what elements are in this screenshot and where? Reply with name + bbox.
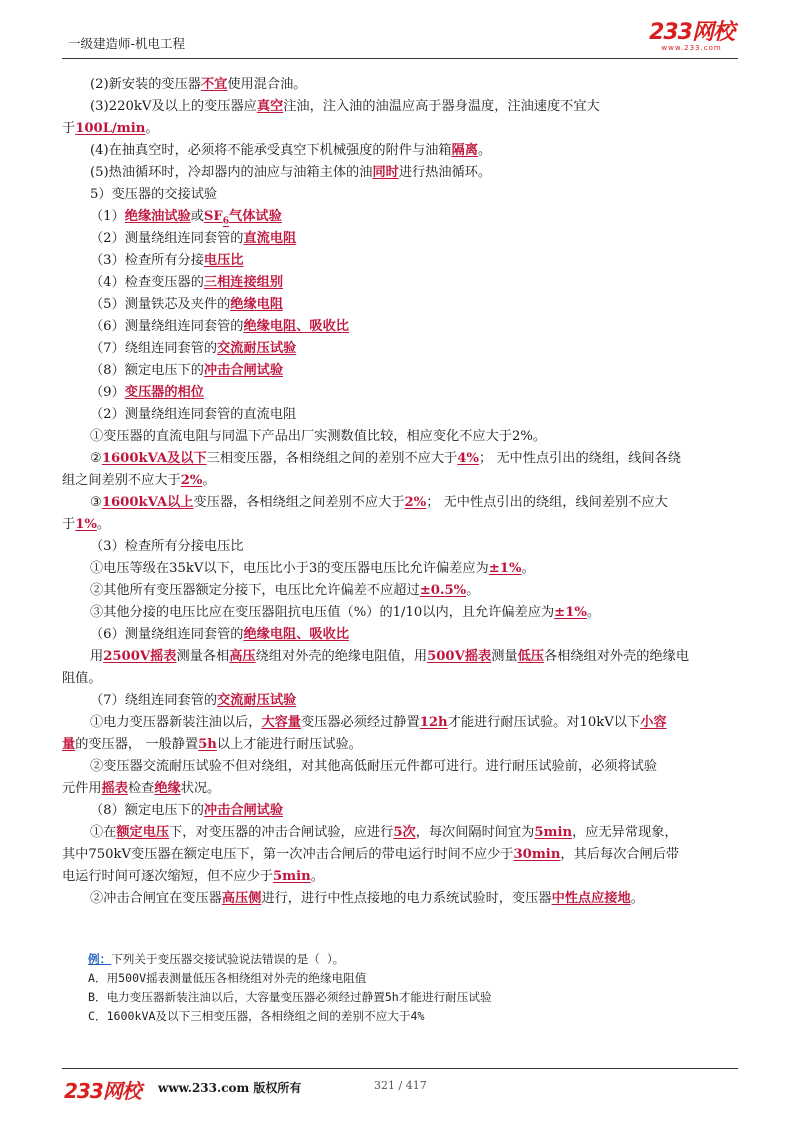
highlighted-keyword: 额定电压 xyxy=(116,825,170,840)
text-segment: 。 xyxy=(630,891,644,906)
highlighted-keyword: 电压比 xyxy=(203,253,244,268)
text-segment: 各相绕组对外壳的绝缘电 xyxy=(543,649,690,664)
highlighted-keyword: 30min xyxy=(513,847,561,862)
highlighted-keyword: 冲击合闸试验 xyxy=(203,363,284,378)
text-line xyxy=(90,273,283,293)
highlighted-keyword: 12h xyxy=(419,715,448,730)
text-segment: 组之间差别不应大于 xyxy=(62,473,181,488)
text-segment: 以上才能进行耐压试验。 xyxy=(216,737,362,752)
text-segment: 或 xyxy=(190,209,204,224)
highlighted-keyword: 5次 xyxy=(393,825,416,840)
text-segment: 阻值。 xyxy=(62,671,102,686)
text-segment: 其中750kV变压器在额定电压下，第一次冲击合闸后的带电运行时间不应少于 xyxy=(62,847,514,862)
highlighted-keyword: 2500V摇表 xyxy=(103,649,177,664)
text-line xyxy=(90,581,479,601)
text-segment: 绕组对外壳的绝缘电阻值，用 xyxy=(255,649,428,664)
highlighted-keyword: 摇表 xyxy=(101,781,128,796)
text-segment: 状况。 xyxy=(180,781,221,796)
highlighted-keyword: 隔离 xyxy=(451,143,478,158)
text-line xyxy=(90,801,283,821)
highlighted-keyword: 同时 xyxy=(372,165,399,180)
highlighted-keyword: 1600kVA以上 xyxy=(101,495,194,510)
text-line xyxy=(62,515,110,535)
subscript: 6 xyxy=(222,216,230,227)
text-segment: 于 xyxy=(62,121,76,136)
text-segment: 。 xyxy=(477,143,492,158)
highlighted-keyword: 5min xyxy=(534,825,573,840)
text-segment: （8）额定电压下的 xyxy=(90,803,204,818)
highlighted-keyword: 2% xyxy=(180,473,203,488)
highlighted-keyword: 2% xyxy=(404,495,427,510)
text-segment: (5)热油循环时，冷却器内的油应与油箱主体的油 xyxy=(90,165,373,180)
text-line xyxy=(90,449,681,469)
text-line xyxy=(62,735,362,755)
example-question-text: 下列关于变压器交接试验说法错误的是（ ）。 xyxy=(111,952,345,966)
text-segment: （6）测量绕组连同套管的 xyxy=(90,627,244,642)
highlighted-keyword: 不宜 xyxy=(201,77,228,92)
highlighted-keyword: 5h xyxy=(198,737,217,752)
text-line xyxy=(90,75,307,95)
text-line xyxy=(90,339,296,359)
text-segment: ③ xyxy=(90,495,102,510)
highlighted-keyword: 大容量 xyxy=(261,715,301,730)
example-option-a: A．用500V摇表测量低压各相绕组对外壳的绝缘电阻值 xyxy=(88,971,367,985)
text-segment: 进行，进行中性点接地的电力系统试验时，变压器 xyxy=(261,891,552,906)
text-line xyxy=(62,867,324,887)
text-segment: ； 无中性点引出的绕组，线间差别不应大 xyxy=(426,495,668,510)
text-segment: 使用混合油。 xyxy=(227,77,307,92)
text-segment: ②冲击合闸宜在变压器 xyxy=(90,891,222,906)
text-segment: 。 xyxy=(96,517,111,532)
text-segment: 5）变压器的交接试验 xyxy=(90,187,218,202)
example-label: 例： xyxy=(88,952,112,966)
text-segment: 。 xyxy=(466,583,480,598)
highlighted-keyword: 高压侧 xyxy=(221,891,262,906)
highlighted-keyword: 冲击合闸试验 xyxy=(203,803,284,818)
text-segment: 。 xyxy=(521,561,535,576)
text-line xyxy=(90,647,689,667)
text-segment: （3）检查所有分接电压比 xyxy=(90,539,244,554)
text-segment: ①在 xyxy=(90,825,117,840)
text-line xyxy=(90,603,600,623)
highlighted-keyword: 真空 xyxy=(256,99,284,114)
highlighted-keyword: 交流耐压试验 xyxy=(217,693,297,708)
text-segment: （5）测量铁芯及夹件的 xyxy=(90,297,231,312)
highlighted-keyword: 绝缘电阻、吸收比 xyxy=(243,627,349,642)
text-segment: 三相变压器，各相绕组之间的差别不应大于 xyxy=(206,451,458,466)
text-line xyxy=(90,823,678,843)
brand-logo xyxy=(649,22,734,52)
text-line xyxy=(62,845,679,865)
highlighted-keyword: SF xyxy=(203,209,223,224)
text-line xyxy=(90,295,283,315)
highlighted-keyword: ±0.5% xyxy=(419,583,467,598)
highlighted-keyword: 气体试验 xyxy=(229,209,282,224)
text-segment: ②变压器交流耐压试验不但对绕组，对其他高低耐压元件都可进行。进行耐压试验前，必须将试验 xyxy=(90,759,658,774)
text-segment: ； 无中性点引出的绕组，线间各绕 xyxy=(478,451,681,466)
text-segment: ②其他所有变压器额定分接下，电压比允许偏差不应超过 xyxy=(90,583,420,598)
text-segment: ①变压器的直流电阻与同温下产品出厂实测数值比较，相应变化不应大于2%。 xyxy=(90,429,547,444)
text-segment: （7）绕组连同套管的 xyxy=(90,341,218,356)
highlighted-keyword: 中性点应接地 xyxy=(551,891,631,906)
text-segment: 变压器，各相绕组之间差别不应大于 xyxy=(193,495,405,510)
text-segment: (4)在抽真空时，必须将不能承受真空下机械强度的附件与油箱 xyxy=(90,143,452,158)
text-line xyxy=(90,691,296,711)
highlighted-keyword: 4% xyxy=(457,451,479,466)
text-segment: 的变压器， 一般静置 xyxy=(75,737,199,752)
text-line xyxy=(90,889,644,909)
text-segment: 注油，注入油的油温应高于器身温度，注油速度不宜大 xyxy=(283,99,600,114)
text-line xyxy=(90,317,349,337)
text-line xyxy=(62,669,102,689)
highlighted-keyword: 三相连接组别 xyxy=(203,275,284,290)
highlighted-keyword: 100L/min xyxy=(75,121,146,136)
text-line xyxy=(90,427,546,447)
logo-url: www.233.com xyxy=(661,44,722,52)
text-segment: 测量各相 xyxy=(176,649,230,664)
highlighted-keyword: 绝缘电阻 xyxy=(230,297,284,312)
text-segment: 。 xyxy=(145,121,159,136)
highlighted-keyword: 变压器的相位 xyxy=(124,385,204,400)
page-header xyxy=(62,18,738,59)
text-segment: 进行热油循环。 xyxy=(398,165,492,180)
text-segment: （3）检查所有分接 xyxy=(90,253,204,268)
text-segment: 检查 xyxy=(127,781,155,796)
text-segment: （4）检查变压器的 xyxy=(90,275,204,290)
highlighted-keyword: 小容 xyxy=(640,715,667,730)
text-line xyxy=(90,559,535,579)
text-line xyxy=(90,383,204,403)
text-segment: (3)220kV及以上的变压器应 xyxy=(90,99,257,114)
text-segment: 电运行时间可逐次缩短，但不应少于 xyxy=(62,869,273,884)
text-segment: （9） xyxy=(90,385,125,400)
text-segment: （2）测量绕组连同套管的直流电阻 xyxy=(90,407,297,422)
text-line xyxy=(62,471,216,491)
example-option-c: C．1600kVA及以下三相变压器，各相绕组之间的差别不应大于4% xyxy=(88,1009,425,1023)
highlighted-keyword: 绝缘油试验 xyxy=(124,209,191,224)
text-segment: ①电压等级在35kV以下，电压比小于3的变压器电压比允许偏差应为 xyxy=(90,561,489,576)
text-line xyxy=(90,229,296,249)
text-segment: 于 xyxy=(62,517,76,532)
highlighted-keyword: 1% xyxy=(75,517,97,532)
text-line xyxy=(90,141,491,161)
text-segment: （8）额定电压下的 xyxy=(90,363,204,378)
text-line xyxy=(90,405,296,425)
text-line xyxy=(90,361,283,381)
highlighted-keyword: 1600kVA及以下 xyxy=(101,451,207,466)
text-segment: 。 xyxy=(310,869,324,884)
highlighted-keyword: 量 xyxy=(62,737,76,752)
text-segment: （1） xyxy=(90,209,125,224)
highlighted-keyword: 低压 xyxy=(517,649,544,664)
highlighted-keyword: 绝缘电阻、吸收比 xyxy=(243,319,349,334)
text-line xyxy=(90,185,217,205)
text-line xyxy=(90,757,657,777)
header-title: 一级建造师-机电工程 xyxy=(68,36,186,51)
text-segment: （2）测量绕组连同套管的 xyxy=(90,231,244,246)
example-option-b: B．电力变压器新装注油以后，大容量变压器必须经过静置5h才能进行耐压试验 xyxy=(88,990,492,1004)
text-segment: 下，对变压器的冲击合闸试验，应进行 xyxy=(169,825,394,840)
highlighted-keyword: 5min xyxy=(273,869,311,884)
text-line xyxy=(90,537,243,557)
text-segment: 。 xyxy=(202,473,216,488)
text-segment: 用 xyxy=(90,649,104,664)
text-line xyxy=(62,779,220,799)
highlighted-keyword: ±1% xyxy=(554,605,587,620)
logo-text: 233网校 xyxy=(649,20,734,45)
footer-logo: 233网校 xyxy=(64,1079,141,1103)
highlighted-keyword: ±1% xyxy=(488,561,522,576)
text-segment: （6）测量绕组连同套管的 xyxy=(90,319,244,334)
text-line xyxy=(90,251,243,271)
text-line xyxy=(62,119,159,139)
text-segment: ③其他分接的电压比应在变压器阻抗电压值（%）的1/10以内，且允许偏差应为 xyxy=(90,605,555,620)
text-segment: ，每次间隔时间宜为 xyxy=(415,825,535,840)
text-line xyxy=(90,207,282,232)
text-segment: （7）绕组连同套管的 xyxy=(90,693,218,708)
text-line xyxy=(90,97,600,117)
highlighted-keyword: 绝缘 xyxy=(154,781,181,796)
example-question xyxy=(88,950,344,968)
text-segment: 才能进行耐压试验。对10kV以下 xyxy=(447,715,641,730)
text-segment: (2)新安装的变压器 xyxy=(90,77,201,92)
text-segment: 测量 xyxy=(491,649,518,664)
text-line xyxy=(90,625,349,645)
page-number: 321 / 417 xyxy=(374,1079,427,1092)
footer-copyright: www.233.com 版权所有 xyxy=(158,1081,302,1095)
highlighted-keyword: 高压 xyxy=(229,649,256,664)
text-segment: ①电力变压器新装注油以后， xyxy=(90,715,262,730)
page-footer xyxy=(62,1068,738,1109)
text-segment: 。 xyxy=(586,605,601,620)
text-segment: ，应无异常现象， xyxy=(572,825,678,840)
highlighted-keyword: 交流耐压试验 xyxy=(217,341,297,356)
text-segment: 元件用 xyxy=(62,781,102,796)
text-line xyxy=(90,493,668,513)
text-segment: ，其后每次合闸后带 xyxy=(560,847,680,862)
text-segment: 变压器必须经过静置 xyxy=(301,715,420,730)
highlighted-keyword: 直流电阻 xyxy=(243,231,297,246)
highlighted-keyword: 500V摇表 xyxy=(427,649,492,664)
text-line xyxy=(90,163,491,183)
text-line xyxy=(90,713,667,733)
text-segment: ② xyxy=(90,451,102,466)
